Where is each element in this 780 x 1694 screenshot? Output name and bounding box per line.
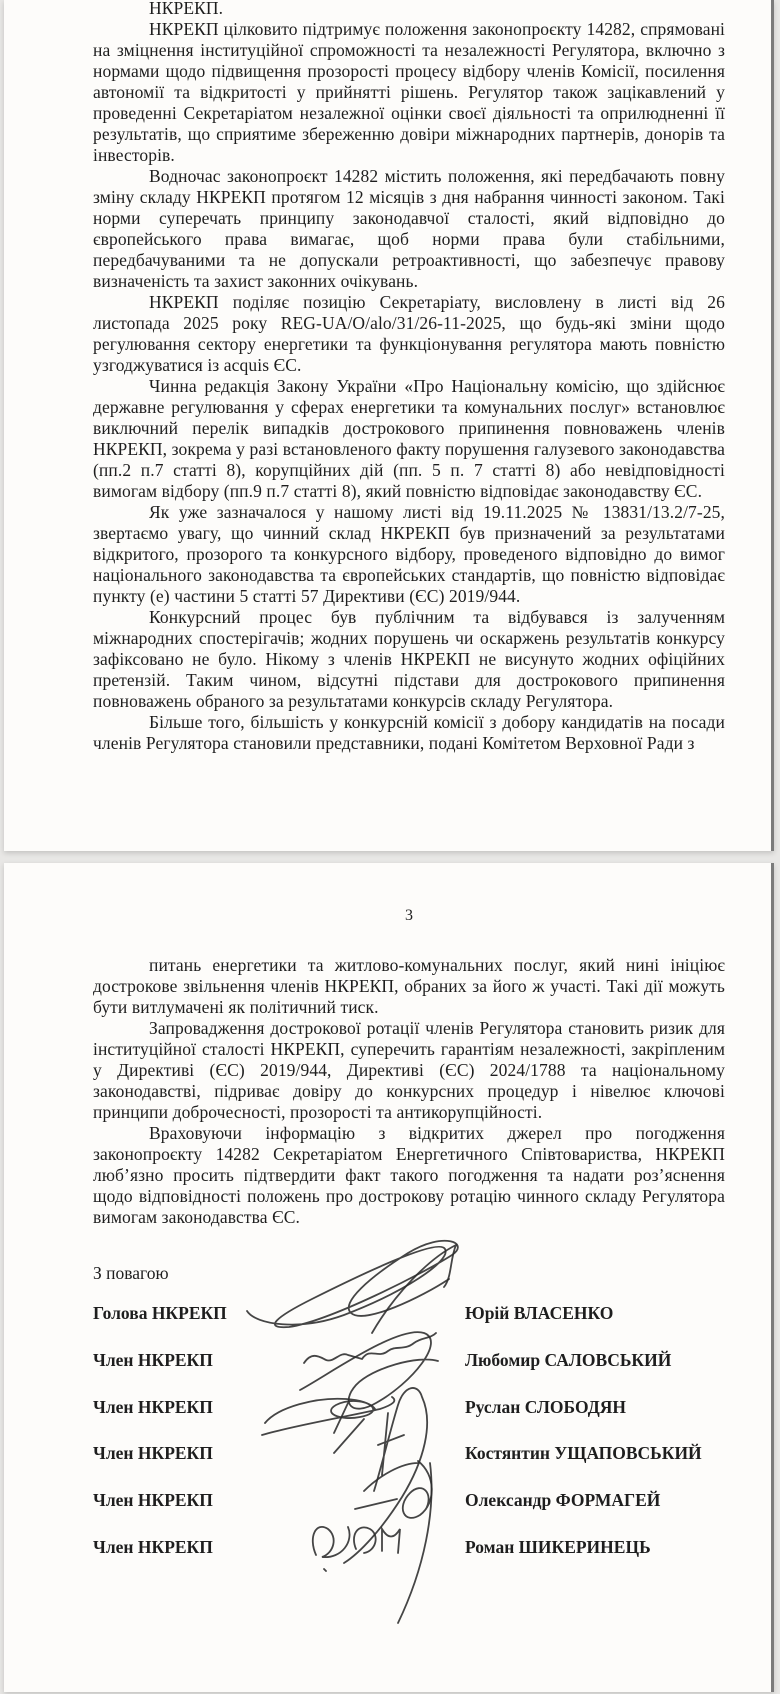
paragraph: Чинна редакція Закону України «Про Національну комісію, що здійснює державне регулювання у сферах енергетики та комунальних послуг» встановлює виключний перелік випадків дострокового припинення повноважень членів НКРЕКП, зокрема у разі встановленого факту порушення галузевого законодавства (пп.2 п.7 статті 8), корупційних дій (пп. 5 п. 7 статті 8) або невідповідності вимогам відбору (пп.9 п.7 статті 8), який повністю відповідає законодавству ЄС. — [93, 376, 725, 501]
paragraph: Більше того, більшість у конкурсній комісії з добору кандидатів на посади членів Регулятора становили представники, подані Комітетом Верховної Ради з — [93, 712, 725, 753]
signatory-name: Костянтин УЩАПОВСЬКИЙ — [465, 1443, 702, 1464]
signatory-title: Член НКРЕКП — [93, 1349, 213, 1370]
signature-block — [93, 1299, 725, 1580]
signatory-name: Руслан СЛОБОДЯН — [465, 1396, 627, 1417]
paragraph: Конкурсний процес був публічним та відбувався із залученням міжнародних спостерігачів; жодних порушень чи оскаржень результатів конкурсу зафіксовано не було. Нікому з членів НКРЕКП не висунуто жодних офіційних претензій. Таким чином, відсутні підстави для дострокового припинення повноважень обраного за результатами конкурсів складу Регулятора. — [93, 607, 725, 711]
page-number: 3 — [405, 907, 413, 924]
paragraph: питань енергетики та житлово-комунальних послуг, який нині ініціює дострокове звільнення членів НКРЕКП, обраних за його ж участі. Такі дії можуть бути витлумачені як політичний тиск. — [93, 955, 725, 1017]
page1-body-text — [93, 0, 725, 754]
paragraph: НКРЕКП поділяє позицію Секретаріату, висловлену в листі від 26 листопада 2025 року REG-UA/O/alo/31/26-11-2025, що будь-які зміни щодо регулювання сектору енергетики та функціонування регулятора мають повністю узгоджуватися із acquis ЄС. — [93, 292, 725, 375]
signatory-title: Член НКРЕКП — [93, 1443, 213, 1464]
signatory-name: Олександр ФОРМАГЕЙ — [465, 1490, 661, 1511]
paragraph: Враховуючи інформацію з відкритих джерел про погодження законопроєкту 14282 Секретаріатом Енергетичного Співтовариства, НКРЕКП люб’язно просить підтвердити факт такого погодження та надати роз’яснення щодо відповідності положень про дострокову ротацію чинного складу Регулятора вимогам законодавства ЄС. — [93, 1123, 725, 1227]
closing-salutation: З повагою — [93, 1263, 169, 1283]
signatory-title: Член НКРЕКП — [93, 1396, 213, 1417]
paragraph: Як уже зазначалося у нашому листі від 19.11.2025 № 13831/13.2/7-25, звертаємо увагу, що чинний склад НКРЕКП був призначений за результатами відкритого, прозорого та конкурсного відбору, проведеного відповідно до вимог національного законодавства та європейських стандартів, що повністю відповідає пункту (е) частини 5 статті 57 Директиви (ЄС) 2019/944. — [93, 502, 725, 606]
signatory-title: Член НКРЕКП — [93, 1490, 213, 1511]
signature-row — [93, 1533, 725, 1580]
signature-row — [93, 1393, 725, 1440]
paragraph: НКРЕКП. — [149, 0, 224, 18]
page2-body-text — [93, 955, 725, 1228]
signatory-name: Любомир САЛОВСЬКИЙ — [465, 1349, 672, 1370]
document-page-second — [4, 863, 774, 1692]
paragraph: Водночас законопроєкт 14282 містить положення, які передбачають повну зміну складу НКРЕКП протягом 12 місяців з дня набрання чинності законом. Такі норми суперечать принципу законодавчої сталості, який відповідно до європейського права вимагає, щоб норми права були стабільними, передбачуваними та не допускали ретроактивності, що забезпечує правову визначеність та захист законних очікувань. — [93, 166, 725, 291]
signatory-name: Юрій ВЛАСЕНКО — [465, 1303, 614, 1323]
signatory-name: Роман ШИКЕРИНЕЦЬ — [465, 1536, 651, 1557]
signature-row — [93, 1486, 725, 1533]
signature-row — [93, 1439, 725, 1486]
signature-row — [93, 1346, 725, 1393]
signature-row — [93, 1299, 725, 1346]
signatory-title: Член НКРЕКП — [93, 1536, 213, 1557]
paragraph: Запровадження дострокової ротації членів Регулятора становить ризик для інституційної сталості НКРЕКП, суперечить гарантіям незалежності, закріпленим у Директиві (ЄС) 2019/944, Директиві (ЄС) 2024/1788 та національному законодавстві, підриває довіру до конкурсних процедур і нівелює ключові принципи доброчесності, прозорості та антикорупційності. — [93, 1018, 725, 1122]
signatory-title: Голова НКРЕКП — [93, 1303, 227, 1323]
paragraph: НКРЕКП цілковито підтримує положення законопроєкту 14282, спрямовані на зміцнення інституційної спроможності та незалежності Регулятора, включно з нормами щодо підвищення прозорості процесу відбору членів Комісії, посилення автономії та відкритості у прийнятті рішень. Регулятор також зацікавлений у проведенні Секретаріатом незалежної оцінки своєї діяльності та оприлюдненні її результатів, що сприятиме збереженню довіри міжнародних партнерів, донорів та інвесторів. — [93, 19, 725, 165]
document-page-first — [4, 0, 774, 851]
